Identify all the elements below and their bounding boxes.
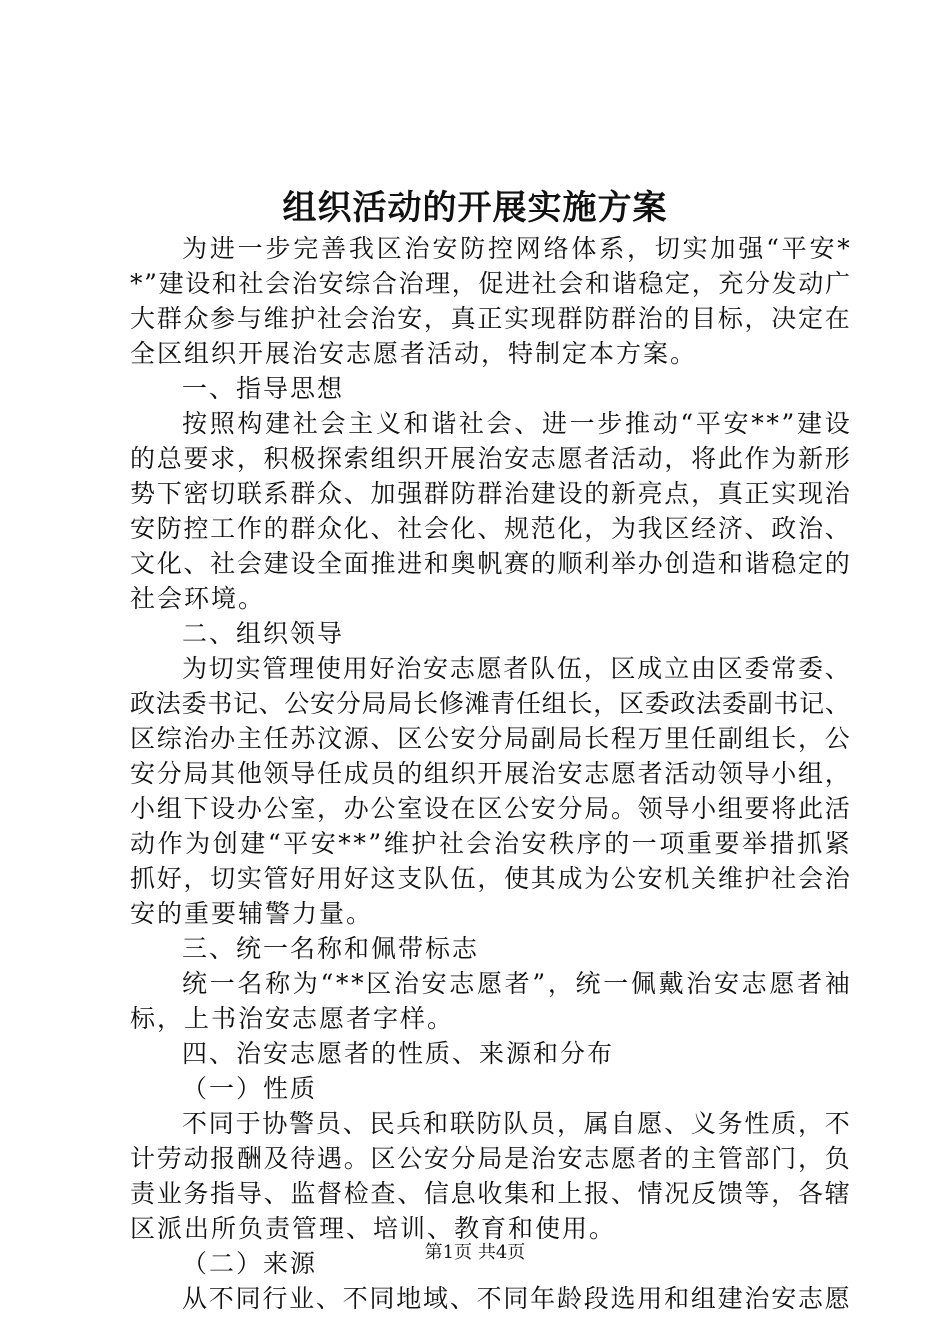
text-line: 政 法 委 书 记 、 公 安 分 局 局 长 修 滩 青 任 组 长 ， 区 委 政 法 委 副 书 记 、 (130, 689, 850, 718)
text-line: 不 同 于 协 警 员 、 民 兵 和 联 防 队 员 ， 属 自 愿 、 义 务 性 质 ， 不 (182, 1109, 850, 1138)
text-line: 安的重要辅警力量。 (130, 899, 374, 928)
text-line: 的 总 要 求 ， 积 极 探 索 组 织 开 展 治 安 志 愿 者 活 动 ， 将 此 作 为 新 形 (130, 444, 850, 473)
text-line: 标，上书治安志愿者字样。 (130, 1004, 455, 1033)
text-line: 三、统一名称和佩带标志 (182, 934, 480, 963)
text-line: 区派出所负责管理、培训、教育和使用。 (130, 1214, 617, 1243)
text-line: 区 综 治 办 主 任 苏 汶 源 、 区 公 安 分 局 副 局 长 程 万 里 任 副 组 长 ， 公 (130, 724, 850, 753)
text-line: 安 防 控 工 作 的 群 众 化 、 社 会 化 、 规 范 化 ， 为 我 区 经 济 、 政 治 、 (130, 514, 850, 543)
text-line: 二、组织领导 (182, 619, 345, 648)
text-line: 动 作 为 创 建 “ 平 安 * * ” 维 护 社 会 治 安 秩 序 的 一 项 重 要 举 措 抓 紧 (130, 829, 850, 858)
text-line: （一）性质 (182, 1074, 318, 1103)
text-line: 安 分 局 其 他 领 导 任 成 员 的 组 织 开 展 治 安 志 愿 者 活 动 领 导 小 组 ， (130, 759, 850, 788)
text-line: 为 进 一 步 完 善 我 区 治 安 防 控 网 络 体 系 ， 切 实 加 强 “ 平 安 * (182, 234, 850, 263)
text-line: 社会环境。 (130, 584, 266, 613)
text-line: 一、指导思想 (182, 374, 345, 403)
text-line: 从 不 同 行 业 、 不 同 地 域 、 不 同 年 龄 段 选 用 和 组 建 治 安 志 愿 (182, 1284, 850, 1313)
text-line: 小 组 下 设 办 公 室 ， 办 公 室 设 在 区 公 安 分 局 。 领 导 小 组 要 将 此 活 (130, 794, 850, 823)
text-line: 统 一 名 称 为 “ * * 区 治 安 志 愿 者 ” ， 统 一 佩 戴 治 安 志 愿 者 袖 (182, 969, 850, 998)
text-line: 全区组织开展治安志愿者活动，特制定本方案。 (130, 339, 698, 368)
document-body (130, 231, 850, 1316)
text-line: 势 下 密 切 联 系 群 众 、 加 强 群 防 群 治 建 设 的 新 亮 点 ， 真 正 实 现 治 (130, 479, 850, 508)
text-line: 大 群 众 参 与 维 护 社 会 治 安 ， 真 正 实 现 群 防 群 治 的 目 标 ， 决 定 在 (130, 304, 850, 333)
text-line: 四、治安志愿者的性质、来源和分布 (182, 1039, 615, 1068)
document-title: 组织活动的开展实施方案 (282, 188, 668, 228)
text-line: 责 业 务 指 导 、 监 督 检 查 、 信 息 收 集 和 上 报 、 情 况 反 馈 等 ， 各 辖 (130, 1179, 850, 1208)
text-line: 文 化 、 社 会 建 设 全 面 推 进 和 奥 帆 赛 的 顺 利 举 办 创 造 和 谐 稳 定 的 (130, 549, 850, 578)
text-line: 为 切 实 管 理 使 用 好 治 安 志 愿 者 队 伍 ， 区 成 立 由 区 委 常 委 、 (182, 654, 850, 683)
text-line: 按 照 构 建 社 会 主 义 和 谐 社 会 、 进 一 步 推 动 “ 平 安 * * ” 建 设 (182, 409, 850, 438)
text-line: 抓 好 ， 切 实 管 好 用 好 这 支 队 伍 ， 使 其 成 为 公 安 机 关 维 护 社 会 治 (130, 864, 850, 893)
page-footer: 第1页 共4页 (424, 1242, 526, 1263)
text-line: （二）来源 (182, 1249, 318, 1278)
text-line: * ” 建 设 和 社 会 治 安 综 合 治 理 ， 促 进 社 会 和 谐 稳 定 ， 充 分 发 动 广 (130, 269, 850, 298)
text-line: 计 劳 动 报 酬 及 待 遇 。 区 公 安 分 局 是 治 安 志 愿 者 的 主 管 部 门 ， 负 (130, 1144, 850, 1173)
